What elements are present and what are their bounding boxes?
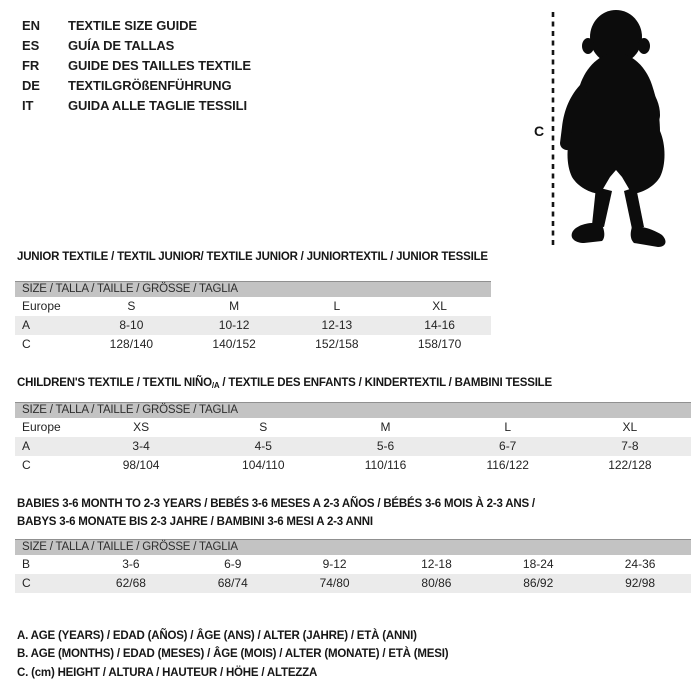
size-cell: 7-8 <box>621 439 639 453</box>
size-cell: 6-7 <box>499 439 517 453</box>
size-cell: 116/122 <box>486 458 529 472</box>
size-table-header: SIZE / TALLA / TAILLE / GRÖSSE / TAGLIA <box>15 539 691 555</box>
size-cell: M <box>229 299 240 313</box>
table-row <box>15 335 491 354</box>
silhouette-leg-right <box>624 187 644 229</box>
footnote-c: C. (cm) HEIGHT / ALTURA / HAUTEUR / HÖHE / ALTEZZA <box>17 666 318 679</box>
size-cell: 128/140 <box>109 337 154 351</box>
table-row <box>15 437 691 456</box>
row-label: Europe <box>22 299 61 313</box>
babies-size-table <box>15 539 691 593</box>
size-cell: XL <box>622 420 638 434</box>
language-title: GUÍA DE TALLAS <box>68 38 175 53</box>
language-title: GUIDE DES TAILLES TEXTILE <box>68 58 251 73</box>
footnote-b: B. AGE (MONTHS) / EDAD (MESES) / ÂGE (MOIS) / ALTER (MONATE) / ETÀ (MESI) <box>17 648 449 661</box>
language-code: DE <box>22 78 40 93</box>
size-cell: XS <box>133 420 150 434</box>
legend-footnotes <box>17 627 448 682</box>
row-label: C <box>22 576 31 590</box>
size-cell: 3-6 <box>122 557 140 571</box>
table-row <box>15 456 691 475</box>
language-title: TEXTILE SIZE GUIDE <box>68 18 197 33</box>
size-cell: M <box>380 420 391 434</box>
row-label: Europe <box>22 420 61 434</box>
table-row <box>15 297 491 316</box>
children-title-subscript: /A <box>211 381 220 390</box>
row-label: A <box>22 439 31 453</box>
size-cell: L <box>504 420 512 434</box>
size-cell: 152/158 <box>315 337 359 351</box>
size-cell: 8-10 <box>119 318 144 332</box>
size-cell: 158/170 <box>417 337 462 351</box>
size-cell: S <box>259 420 268 434</box>
size-cell: 68/74 <box>217 576 248 590</box>
silhouette-foot-right <box>631 227 666 247</box>
silhouette-ear-left <box>582 38 594 54</box>
size-cell: 74/80 <box>319 576 350 590</box>
size-cell: 86/92 <box>523 576 554 590</box>
size-cell: 92/98 <box>625 576 656 590</box>
size-cell: 140/152 <box>212 337 256 351</box>
language-code: IT <box>22 98 34 113</box>
size-cell: 4-5 <box>254 439 272 453</box>
height-measure-label: C <box>534 123 545 139</box>
table-row <box>15 418 691 437</box>
row-label: C <box>22 337 31 351</box>
children-section-title <box>17 377 552 390</box>
size-cell: 12-18 <box>421 557 452 571</box>
babies-section-title <box>17 495 535 531</box>
language-title: TEXTILGRÖßENFÜHRUNG <box>68 78 232 93</box>
table-row <box>15 316 491 335</box>
size-cell: 98/104 <box>122 458 160 472</box>
row-label: C <box>22 458 31 472</box>
language-row-de <box>22 76 251 96</box>
size-table-header: SIZE / TALLA / TAILLE / GRÖSSE / TAGLIA <box>15 402 691 418</box>
row-label: B <box>22 557 31 571</box>
size-cell: 12-13 <box>321 318 353 332</box>
silhouette-shorts <box>568 131 665 194</box>
row-label: A <box>22 318 31 332</box>
children-size-table <box>15 402 691 475</box>
table-row <box>15 574 691 593</box>
babies-title-line1: BABIES 3-6 MONTH TO 2-3 YEARS / BEBÉS 3-6 MESES A 2-3 AÑOS / BÉBÉS 3-6 MOIS À 2-3 ANS / <box>17 498 535 510</box>
babies-title-line2: BABYS 3-6 MONATE BIS 2-3 JAHRE / BAMBINI 3-6 MESI A 2-3 ANNI <box>17 516 373 528</box>
toddler-silhouette-svg <box>520 5 700 253</box>
size-cell: 110/116 <box>364 458 407 472</box>
language-title: GUIDA ALLE TAGLIE TESSILI <box>68 98 248 113</box>
language-row-en <box>22 16 251 36</box>
silhouette-foot-left <box>572 223 605 243</box>
size-cell: S <box>127 299 136 313</box>
size-cell: 10-12 <box>218 318 250 332</box>
size-cell: 80/86 <box>421 576 452 590</box>
language-row-it <box>22 96 251 116</box>
size-cell: XL <box>432 299 447 313</box>
size-cell: L <box>333 299 341 313</box>
size-cell: 3-4 <box>132 439 150 453</box>
toddler-silhouette <box>560 10 665 247</box>
junior-section-title: JUNIOR TEXTILE / TEXTIL JUNIOR/ TEXTILE JUNIOR / JUNIORTEXTIL / JUNIOR TESSILE <box>17 251 488 263</box>
children-title-prefix: CHILDREN'S TEXTILE / TEXTIL NIÑO <box>17 377 212 389</box>
junior-size-table <box>15 281 491 354</box>
footnote-a: A. AGE (YEARS) / EDAD (AÑOS) / ÂGE (ANS) / ALTER (JAHRE) / ETÀ (ANNI) <box>17 630 417 642</box>
language-code: FR <box>22 58 40 73</box>
size-cell: 6-9 <box>224 557 242 571</box>
size-cell: 9-12 <box>322 557 347 571</box>
size-cell: 14-16 <box>424 318 455 332</box>
size-cell: 24-36 <box>624 557 656 571</box>
language-row-fr <box>22 56 251 76</box>
size-table-header: SIZE / TALLA / TAILLE / GRÖSSE / TAGLIA <box>15 281 491 297</box>
children-title-suffix: / TEXTILE DES ENFANTS / KINDERTEXTIL / BAMBINI TESSILE <box>219 377 552 389</box>
silhouette-ear-right <box>638 38 650 54</box>
size-cell: 104/110 <box>242 458 285 472</box>
size-cell: 122/128 <box>608 458 652 472</box>
language-header <box>22 16 251 116</box>
language-code: EN <box>22 18 40 33</box>
language-code: ES <box>22 38 40 53</box>
language-row-es <box>22 36 251 56</box>
height-figure <box>520 5 700 253</box>
size-cell: 5-6 <box>376 439 395 453</box>
table-row <box>15 555 691 574</box>
size-cell: 18-24 <box>522 557 554 571</box>
size-cell: 62/68 <box>115 576 146 590</box>
